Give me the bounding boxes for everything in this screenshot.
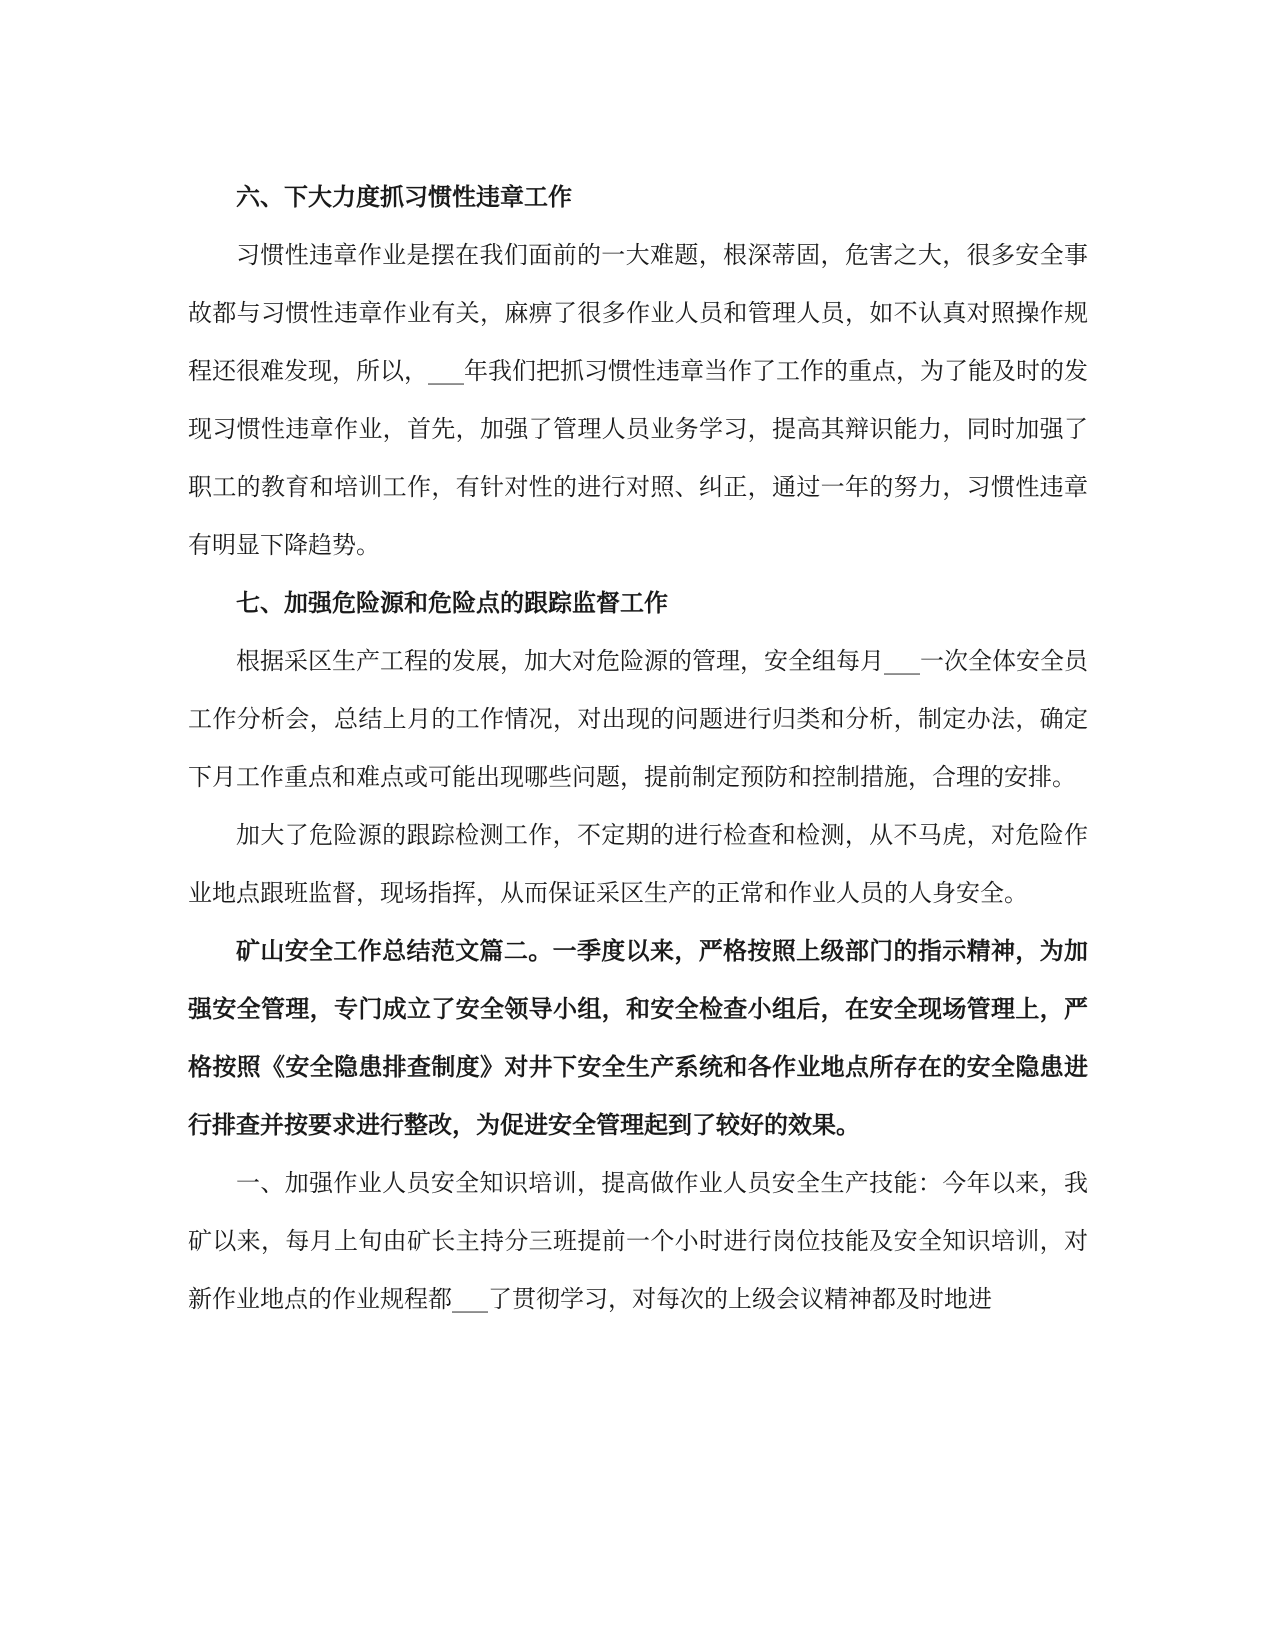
section-heading-seven: 七、加强危险源和危险点的跟踪监督工作 (236, 588, 668, 617)
paragraph-training: 一、加强作业人员安全知识培训，提高做作业人员安全生产技能：今年以来，我矿以来，每月上旬由矿长主持分三班提前一个小时进行岗位技能及安全知识培训，对新作业地点的作业规程都___了贯彻学习，对每次的上级会议精神都及时地进 (188, 1169, 1088, 1313)
paragraph-hazard-tracking: 加大了危险源的跟踪检测工作，不定期的进行检查和检测，从不马虎，对危险作业地点跟班监督，现场指挥，从而保证采区生产的正常和作业人员的人身安全。 (188, 821, 1088, 907)
paragraph-habitual-violations: 习惯性违章作业是摆在我们面前的一大难题，根深蒂固，危害之大，很多安全事故都与习惯性违章作业有关，麻痹了很多作业人员和管理人员，如不认真对照操作规程还很难发现，所以，___年我们把抓习惯性违章当作了工作的重点，为了能及时的发现习惯性违章作业，首先，加强了管理人员业务学习，提高其辩识能力，同时加强了职工的教育和培训工作，有针对性的进行对照、纠正，通过一年的努力，习惯性违章有明显下降趋势。 (188, 241, 1088, 559)
paragraph-article-two-intro: 矿山安全工作总结范文篇二。一季度以来，严格按照上级部门的指示精神，为加强安全管理，专门成立了安全领导小组，和安全检查小组后，在安全现场管理上，严格按照《安全隐患排查制度》对井下安全生产系统和各作业地点所存在的安全隐患进行排查并按要求进行整改，为促进安全管理起到了较好的效果。 (188, 936, 1088, 1139)
section-heading-six: 六、下大力度抓习惯性违章工作 (236, 182, 572, 211)
paragraph-hazard-management: 根据采区生产工程的发展，加大对危险源的管理，安全组每月___一次全体安全员工作分析会，总结上月的工作情况，对出现的问题进行归类和分析，制定办法，确定下月工作重点和难点或可能出现哪些问题，提前制定预防和控制措施，合理的安排。 (188, 647, 1088, 791)
document-body (188, 168, 1088, 1328)
